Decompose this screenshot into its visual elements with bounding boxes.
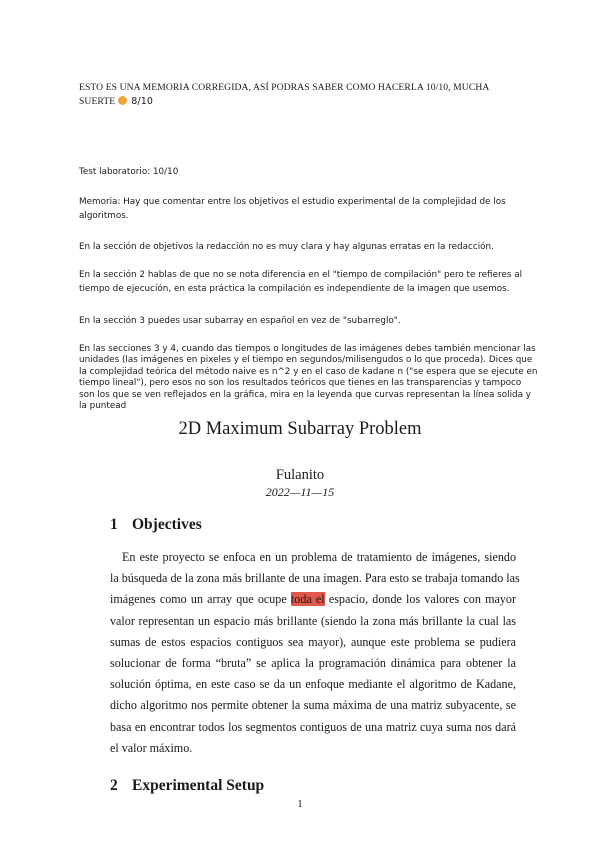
paper-title: 2D Maximum Subarray Problem <box>178 419 422 439</box>
note-test-grade: Test laboratorio: 10/10 <box>79 167 179 177</box>
note-seccion-3: En la sección 3 puedes usar subarray en español en vez de "subarreglo". <box>79 316 401 326</box>
correction-banner <box>79 81 519 109</box>
paragraph-line: basa en encontrar todos los segmentos contiguos de una matriz cuya suma nos dará <box>110 719 516 734</box>
paragraph-line: solucionar de forma “bruta” se aplica la programación dinámica para obtener la <box>110 656 516 671</box>
paragraph-line: dicho algoritmo nos permite obtener la suma máxima de una matriz subyacente, se <box>110 698 516 713</box>
section-title: Experimental Setup <box>132 777 265 794</box>
banner-text: ESTO ES UNA MEMORIA CORREGIDA, ASÍ PODRAS SABER COMO HACERLA 10/10, MUCHA SUERTE <box>79 82 489 107</box>
paragraph-line: valor representan un espacio más brillante (siendo la zona más brillante la cual las <box>110 613 516 628</box>
note-memoria: Memoria: Hay que comentar entre los objetivos el estudio experimental de la complejidad de los algoritmos. <box>79 197 506 221</box>
note-seccion-2: En la sección 2 hablas de que no se nota diferencia en el "tiempo de compilación" pero te refieres al tiempo de ejecución, en esta práctica la compilación es independiente de la imagen que usemos. <box>79 270 523 294</box>
section-title: Objectives <box>132 516 202 533</box>
banner-grade: 8/10 <box>131 96 154 107</box>
note-objetivos: En la sección de objetivos la redacción no es muy clara y hay algunas erratas en la redacción. <box>79 242 494 252</box>
highlighted-text: toda el <box>290 592 325 607</box>
section-number: 2 <box>110 777 118 794</box>
note-secciones-3-4: En las secciones 3 y 4, cuando das tiempos o longitudes de las imágenes debes también mencionar las unidades (las imágenes en pixeles y el tiempo en segundos/milisengudos o lo que proceda). Dices que la complejidad teórica del método naive es n^2 y en el caso de kadane n ("se espera que se ejecute en tiempo lineal"), pero esos no son los resultados teóricos que tienes en las transparencias y tampoco son los que se ven reflejados en la gráfica, mira en la leyenda que curvas representan la línea solida y la puntead <box>79 344 538 412</box>
paragraph-line: solución óptima, en este caso se da un enfoque mediante el algoritmo de Kadane, <box>110 677 516 692</box>
section-heading-experimental-setup <box>110 777 264 795</box>
section-number: 1 <box>110 516 118 533</box>
smiling-face-icon <box>118 96 127 105</box>
paragraph-line: En este proyecto se enfoca en un problema de tratamiento de imágenes, siendo <box>122 550 516 564</box>
objectives-paragraph <box>110 547 520 759</box>
page-number: 1 <box>297 798 303 810</box>
paragraph-line: la búsqueda de la zona más brillante de una imagen. Para esto se trabaja tomando las <box>110 571 520 586</box>
paragraph-line: imágenes como un array que ocupe toda el espacio, donde los valores con mayor <box>110 592 516 607</box>
paper-author: Fulanito <box>275 467 325 483</box>
paper-date: 2022—11—15 <box>265 485 335 499</box>
paragraph-line: el valor máximo. <box>110 740 193 755</box>
section-heading-objectives <box>110 516 202 534</box>
paragraph-line: sumas de estos espacios contiguos sea mayor), aunque este problema se pudiera <box>110 634 516 649</box>
